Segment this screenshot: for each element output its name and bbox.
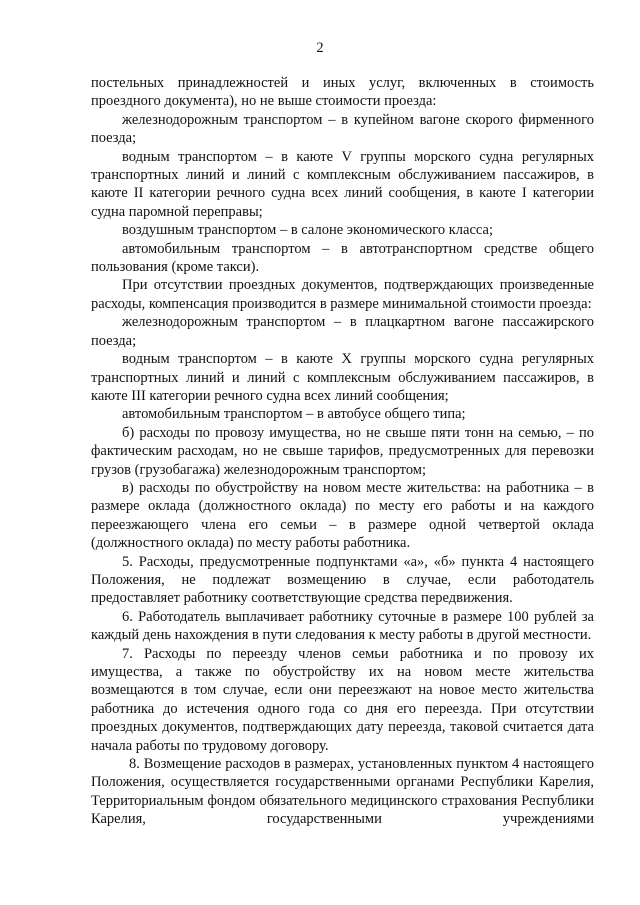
paragraph: железнодорожным транспортом – в плацкартном вагоне пассажирского поезда; [91, 314, 594, 349]
paragraph: б) расходы по провозу имущества, но не свыше пяти тонн на семью, – по фактическим расходам, но не свыше тарифов, предусмотренных для перевозки грузов (грузобагажа) железнодорожным транспортом; [91, 424, 594, 478]
paragraph: 6. Работодатель выплачивает работнику суточные в размере 100 рублей за каждый день нахождения в пути следования к месту работы в другой местности. [91, 608, 594, 644]
paragraph: железнодорожным транспортом – в купейном вагоне скорого фирменного поезда; [91, 111, 594, 147]
paragraph: При отсутствии проездных документов, подтверждающих произведенные расходы, компенсация производится в размере минимальной стоимости проезда: [91, 277, 594, 312]
page-number: 2 [316, 40, 324, 56]
paragraph: 8. Возмещение расходов в размерах, установленных пунктом 4 настоящего Положения, осуществляется государственными органами Республики Карелия, Территориальным фондом обязательного медицинского страхования Республики Карелия, государственными учреждениями [91, 756, 594, 828]
paragraph: водным транспортом – в каюте V группы морского судна регулярных транспортных линий и линий с комплексным обслуживанием пассажиров, в каюте II категории речного судна всех линий сообщения, в каюте I категории судна паромной переправы; [91, 148, 594, 220]
paragraph: 5. Расходы, предусмотренные подпунктами «а», «б» пункта 4 настоящего Положения, не подлежат возмещению в случае, если работодатель предоставляет работнику соответствующие средства передвижения. [91, 553, 594, 607]
document-body [91, 74, 594, 829]
paragraph: воздушным транспортом – в салоне экономического класса; [122, 222, 493, 239]
paragraph: автомобильным транспортом – в автобусе общего типа; [122, 406, 466, 423]
paragraph: в) расходы по обустройству на новом месте жительства: на работника – в размере оклада (должностного оклада) по месту его работы и на каждого переезжающего члена его семьи – в размере одной четвертой оклада (должностного оклада) по месту работы работника. [91, 479, 594, 552]
paragraph: автомобильным транспортом – в автотранспортном средстве общего пользования (кроме такси). [91, 240, 594, 276]
paragraph: 7. Расходы по переезду членов семьи работника и по провозу их имущества, а также по обустройству их на новом месте жительства возмещаются в том случае, если они переезжают на новое место жительства работника до истечения одного года со дня его переезда. При отсутствии проездных документов, подтверждающих дату переезда, таковой считается дата начала работы по трудовому договору. [91, 645, 594, 754]
paragraph: постельных принадлежностей и иных услуг, включенных в стоимость проездного документа), но не выше стоимости проезда: [91, 75, 594, 110]
paragraph: водным транспортом – в каюте X группы морского судна регулярных транспортных линий и линий с комплексным обслуживанием пассажиров, в каюте III категории речного судна всех линий сообщения; [91, 351, 594, 404]
